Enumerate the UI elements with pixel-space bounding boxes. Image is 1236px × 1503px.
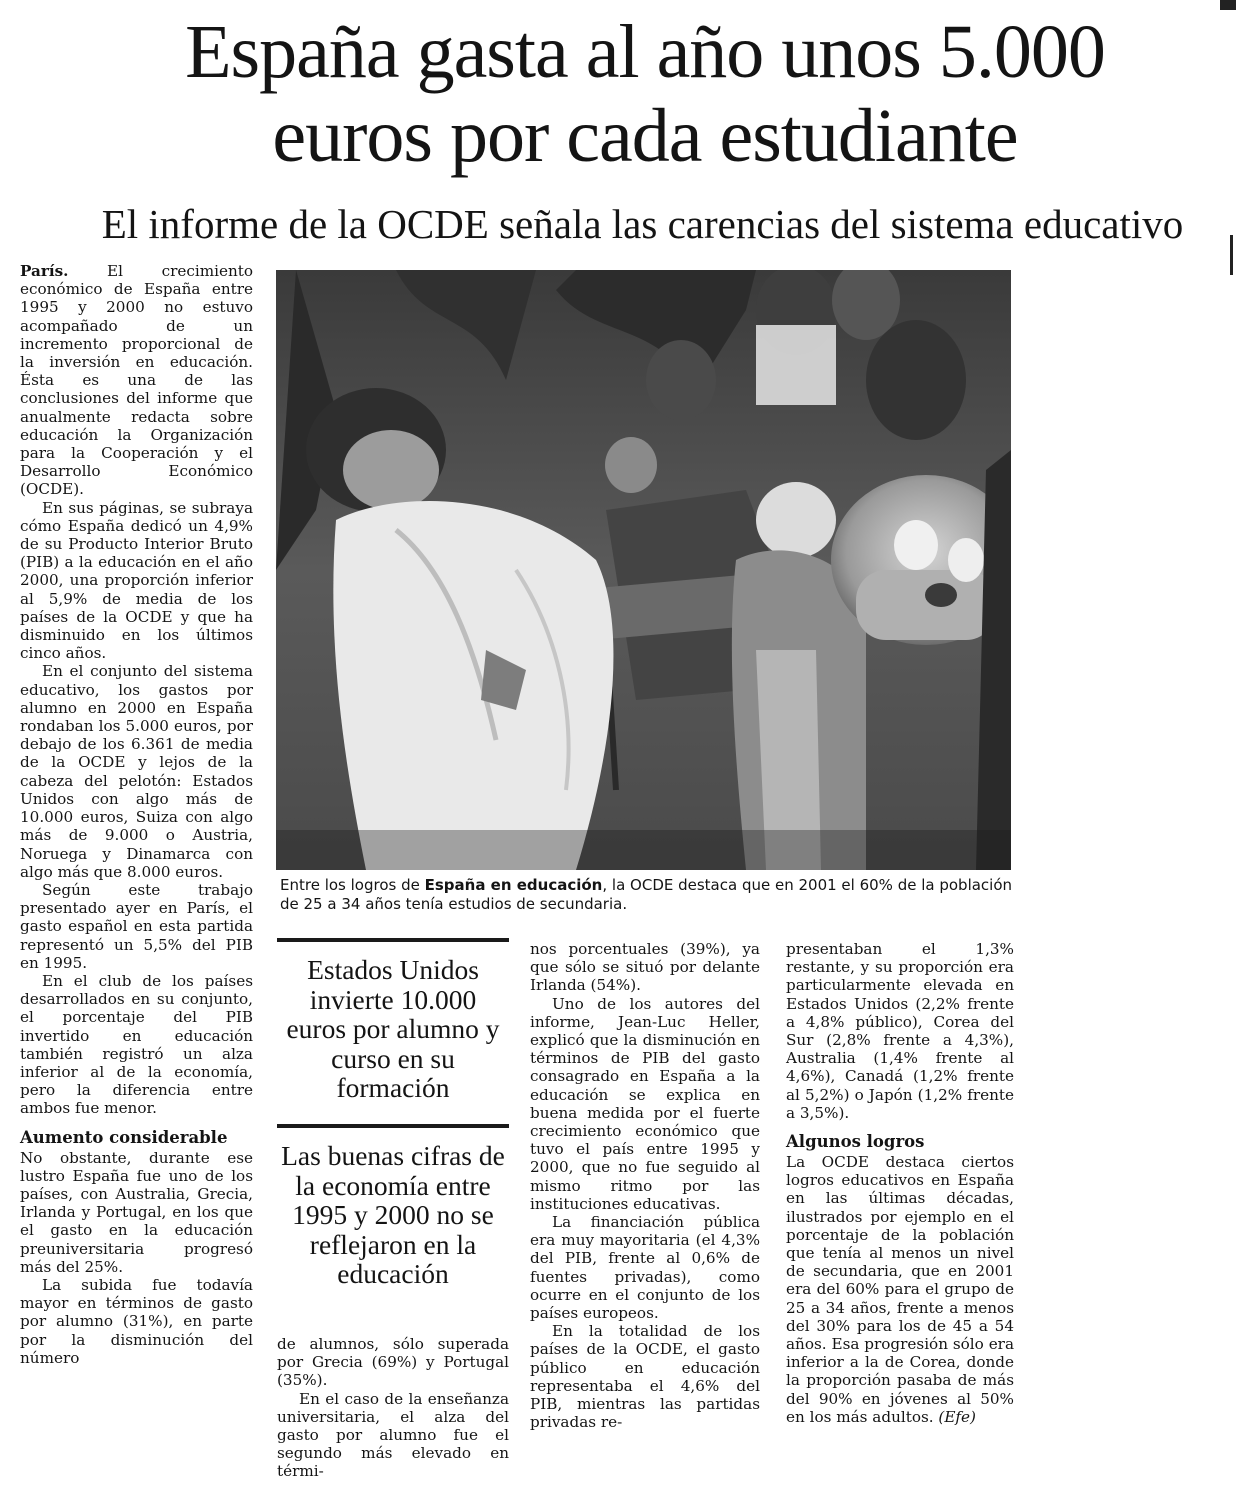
headline-line-2: euros por cada estudiante [272,94,1018,178]
section-heading-2: Algunos logros [786,1132,925,1152]
classroom-photo-illustration [276,270,1011,870]
section-heading-1: Aumento considerable [20,1127,228,1147]
article-paragraph-1 [20,262,253,499]
article-paragraph-5: En el club de los países desarrollados en su conjunto, el porcentaje del PIB invertido en educación también registró un alza inferior al de la economía, pero la diferencia entre ambos fue menor. [20,971,253,1118]
caption-text-end: , la OCDE destaca que en 2001 el 60% de la población de 25 a 34 años tenía estudios de secundaria. [280,876,1013,913]
article-paragraph-2: En sus páginas, se subraya cómo España dedicó un 4,9% de su Producto Interior Bruto (PIB) a la educación en el año 2000, una proporción inferior al 5,9% de media de los países de la OCDE y que ha disminuido en los últimos cinco años. [20,498,253,663]
article-paragraph-12: La financiación pública era muy mayoritaria (el 4,3% del PIB, frente al 0,6% de fuentes privadas), como ocurre en el conjunto de los países europeos. [530,1213,760,1323]
article-column-4 [786,940,1014,1426]
photo-caption [280,876,1020,914]
article-paragraph-4: Según este trabajo presentado ayer en París, el gasto español en esta partida representó un 5,5% del PIB en 1995. [20,880,253,972]
article-paragraph-13: En la totalidad de los países de la OCDE, el gasto público en educación representaba el 4,6% del PIB, mientras las partidas privadas re- [530,1322,760,1432]
pull-quote-2: Las buenas cifras de la economía entre 1995 y 2000 no se reflejaron en la educación [281,1140,505,1289]
scan-edge-mark [1220,0,1236,10]
pull-quote-1: Estados Unidos invierte 10.000 euros por alumno y curso en su formación [286,954,500,1103]
pull-quote-rule-2 [277,1124,509,1128]
article-paragraph-10: nos porcentuales (39%), ya que sólo se situó por delante Irlanda (54%). [530,940,760,995]
article-paragraph-14: presentaban el 1,3% restante, y su proporción era particularmente elevada en Estados Unidos (2,2% frente a 4,8% público), Corea del Sur (2,8% frente a 4,3%), Australia (1,4% frente al 4,6%), Canadá (1,2% frente al 5,2%) o Japón (1,2% frente a 3,5%). [786,940,1014,1122]
paragraph-15-text: La OCDE destaca ciertos logros educativos en España en las últimas décadas, ilustrados por ejemplo en el porcentaje de la población que tenía al menos un nivel de secundaria, que en 2001 era del 60% para el grupo de 25 a 34 años, frente a menos del 30% para los de 45 a 54 años. Esa progresión sólo era inferior a la de Corea, donde la proporción pasaba de más del 90% en jóvenes al 50% en los más adultos. [786,1153,1014,1426]
article-column-2 [277,1335,509,1481]
paragraph-1-text: El crecimiento económico de España entre 1995 y 2000 no estuvo acompañado de un incremento proporcional de la inversión en educación. Ésta es una de las conclusiones del informe que anualmente redacta sobre educación la Organización para la Cooperación y el Desarrollo Económico (OCDE). [20,262,253,499]
headline [60,10,1230,178]
article-column-3 [530,940,760,1431]
article-paragraph-11: Uno de los autores del informe, Jean-Luc Heller, explicó que la disminución en términos de PIB del gasto consagrado en España a la educación se explica en buena medida por el fuerte crecimiento económico que tuvo el país entre 1995 y 2000, que no fue seguido al mismo ritmo por las instituciones educativas. [530,994,760,1213]
article-paragraph-7: La subida fue todavía mayor en términos de gasto por alumno (31%), en parte por la disminución del número [20,1275,253,1367]
caption-bold-text: España en educación [424,876,603,894]
news-agency-credit: (Efe) [938,1407,976,1426]
pull-quote-rule-1 [277,938,509,942]
article-paragraph-3: En el conjunto del sistema educativo, los gastos por alumno en 2000 en España rondaban los 5.000 euros, por debajo de los 6.361 de media de la OCDE y lejos de la cabeza del pelotón: Estados Unidos con algo más de 10.000 euros, Suiza con algo más de 9.000 o Austria, Noruega y Dinamarca con algo más que 8.000 euros. [20,662,253,881]
headline-line-1: España gasta al año unos 5.000 [185,10,1105,94]
dateline: París. [20,262,69,280]
article-column-1 [20,262,253,1367]
article-paragraph-8: de alumnos, sólo superada por Grecia (69%) y Portugal (35%). [277,1335,509,1390]
article-paragraph-9: En el caso de la enseñanza universitaria, el alza del gasto por alumno fue el segundo más elevado en térmi- [277,1389,509,1481]
classroom-photo [276,270,1011,870]
article-paragraph-6: No obstante, durante ese lustro España fue uno de los países, con Australia, Grecia, Irlanda y Portugal, en los que el gasto en la educación preuniversitaria progresó más del 25%. [20,1148,253,1276]
article-paragraph-15 [786,1153,1014,1426]
caption-text-start: Entre los logros de [280,876,425,894]
subheadline: El informe de la OCDE señala las carencias del sistema educativo [101,201,1184,247]
